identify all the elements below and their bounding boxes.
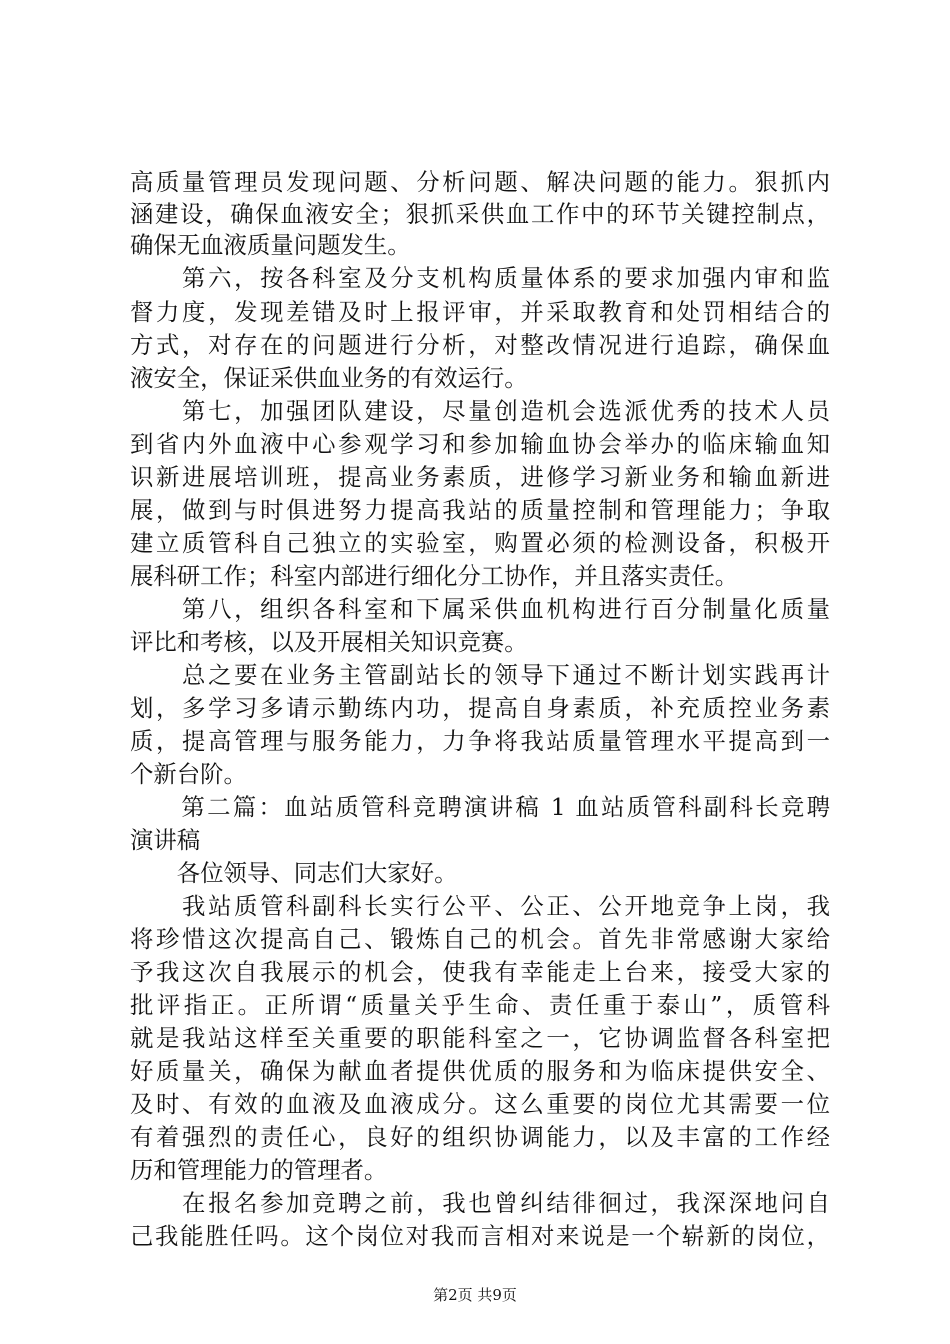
text-line: 在报名参加竞聘之前，我也曾纠结徘徊过，我深深地问自 <box>130 1189 830 1217</box>
text-line: 予我这次自我展示的机会，使我有幸能走上台来，接受大家的 <box>130 958 830 986</box>
text-line: 方式，对存在的问题进行分析，对整改情况进行追踪，确保血 <box>130 331 830 359</box>
text-line: 就是我站这样至关重要的职能科室之一，它协调监督各科室把 <box>130 1024 830 1052</box>
text-line: 确保无血液质量问题发生。 <box>130 231 411 259</box>
text-line: 演讲稿 <box>130 826 201 854</box>
text-line: 到省内外血液中心参观学习和参加输血协会举办的临床输血知 <box>130 430 830 458</box>
text-line: 第七，加强团队建设，尽量创造机会选派优秀的技术人员 <box>130 397 830 425</box>
text-line: 识新进展培训班，提高业务素质，进修学习新业务和输血新进 <box>130 463 830 491</box>
text-line: 第八，组织各科室和下属采供血机构进行百分制量化质量 <box>130 595 830 623</box>
text-line: 个新台阶。 <box>130 760 247 788</box>
text-line: 总之要在业务主管副站长的领导下通过不断计划实践再计 <box>130 661 830 689</box>
text-line: 高质量管理员发现问题、分析问题、解决问题的能力。狠抓内 <box>130 168 830 196</box>
text-line: 第六，按各科室及分支机构质量体系的要求加强内审和监 <box>130 264 830 292</box>
text-line: 质，提高管理与服务能力，力争将我站质量管理水平提高到一 <box>130 727 830 755</box>
text-line: 涵建设，确保血液安全；狠抓采供血工作中的环节关键控制点， <box>130 200 830 228</box>
text-line: 我站质管科副科长实行公平、公正、公开地竞争上岗，我 <box>130 892 830 920</box>
text-line: 展，做到与时俱进努力提高我站的质量控制和管理能力；争取 <box>130 496 830 524</box>
text-line: 有着强烈的责任心，良好的组织协调能力，以及丰富的工作经 <box>130 1123 830 1151</box>
text-line: 及时、有效的血液及血液成分。这么重要的岗位尤其需要一位 <box>130 1090 830 1118</box>
text-line: 展科研工作；科室内部进行细化分工协作，并且落实责任。 <box>130 562 739 590</box>
text-line: 好质量关，确保为献血者提供优质的服务和为临床提供安全、 <box>130 1057 830 1085</box>
text-line: 液安全，保证采供血业务的有效运行。 <box>130 364 528 392</box>
page-footer: 第2页 共9页 <box>433 1286 517 1304</box>
text-line: 己我能胜任吗。这个岗位对我而言相对来说是一个崭新的岗位， <box>130 1222 830 1250</box>
text-line: 批评指正。正所谓“质量关乎生命、责任重于泰山”，质管科 <box>130 991 830 1019</box>
text-line: 建立质管科自己独立的实验室，购置必须的检测设备，积极开 <box>130 529 830 557</box>
text-line: 将珍惜这次提高自己、锻炼自己的机会。首先非常感谢大家给 <box>130 925 830 953</box>
text-line: 评比和考核，以及开展相关知识竞赛。 <box>130 628 528 656</box>
text-line: 第二篇：血站质管科竞聘演讲稿 1 血站质管科副科长竞聘 <box>130 793 830 821</box>
text-line: 历和管理能力的管理者。 <box>130 1156 388 1184</box>
text-line: 各位领导、同志们大家好。 <box>130 859 458 887</box>
text-line: 督力度，发现差错及时上报评审，并采取教育和处罚相结合的 <box>130 298 830 326</box>
text-line: 划，多学习多请示勤练内功，提高自身素质，补充质控业务素 <box>130 694 830 722</box>
